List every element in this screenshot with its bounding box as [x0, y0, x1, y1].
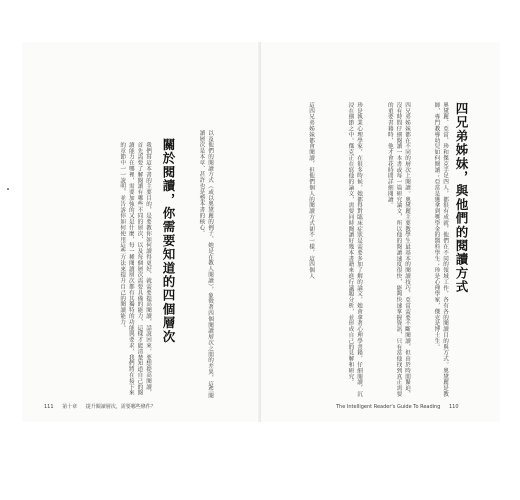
right-page-footer	[336, 404, 466, 410]
left-page	[22, 42, 261, 422]
left-chapter-label: 第十章	[62, 404, 78, 410]
left-body-intro: 以及他們的閱讀方式（或以奧黛麗的例子，她是在教人閱讀），象徵著四個閱讀層次之間的差異，這些閱讀層次是本章、甚許也是整本書的核心。	[198, 130, 213, 399]
left-footer-title: 提升閱讀層次，需要哪些條件？	[85, 404, 156, 410]
left-body-paragraph: 我們寫這本書的主要目的，是要教你如何讀得更好，就需要提高閱讀，話說回來，要想提高閱讀，首先需要了解閱讀有哪些不同的層次，以及每個層次需要具備的能力，這樣才能清楚知道自己的閱讀能力在哪裡，需要加強的又是什麼，每一種閱讀層次都有其獨特的功能與要求，我們將在接下來的章節中一一說明，並告訴你如何使用這些方法來提升自己的閱讀能力。	[119, 142, 151, 396]
right-page-heading: 四兄弟姊妹，與他們的閱讀方式	[454, 102, 469, 294]
left-page-number: 111	[44, 404, 54, 410]
right-body-paragraph-3: 珍是執業心理學家，在很多時候，她都得對臨床症狀是需要多加了解的論文，她會拿著心理學書籍，仔細閱讀，沉浸在細節之中。傑克正在寫他的論文，需要同時閱讀好幾本書籍來進行議題分析，並形成自己的見解和研究。	[347, 102, 362, 397]
margin-dot	[7, 188, 9, 190]
right-body-paragraph-4: 這四兄弟姊妹都會閱讀，但他們個人的閱讀方式卻不一樣，這四個人	[308, 102, 314, 279]
right-page-number: 110	[448, 404, 459, 410]
left-page-heading: 關於閱讀，你需要知道的四個層次	[161, 138, 176, 344]
book-spread	[22, 42, 500, 422]
right-body-paragraph-1: 奧黛麗、亞當、珍和傑克手足四人，都很有成就，他們在不同的領域工作，各有各的閱讀目的與方式。奧黛麗是教師，專門教導幼兒如何閱讀；亞當是獲拿到獎學金的醫科學生；珍是心理學家，傑克是博士生。	[433, 102, 448, 397]
right-footer-title: The Intelligent Reader's Guide To Reading	[336, 404, 441, 410]
right-body-paragraph-2: 四兄弟姊妹都在不同的層次上閱讀。奧黛麗主要教學生最基本的閱讀技巧，亞當需要不斷閱讀，但由於時間緊迫，沒有時間仔細閱讀一本書或每一篇研究論文，所以他的閱讀速度很快，能夠快速掌握資訊，只有當他找到真正需要的重要書籍時，他才會花時間詳細閱讀。	[386, 102, 410, 397]
right-page	[261, 42, 500, 422]
left-page-footer	[44, 403, 163, 410]
